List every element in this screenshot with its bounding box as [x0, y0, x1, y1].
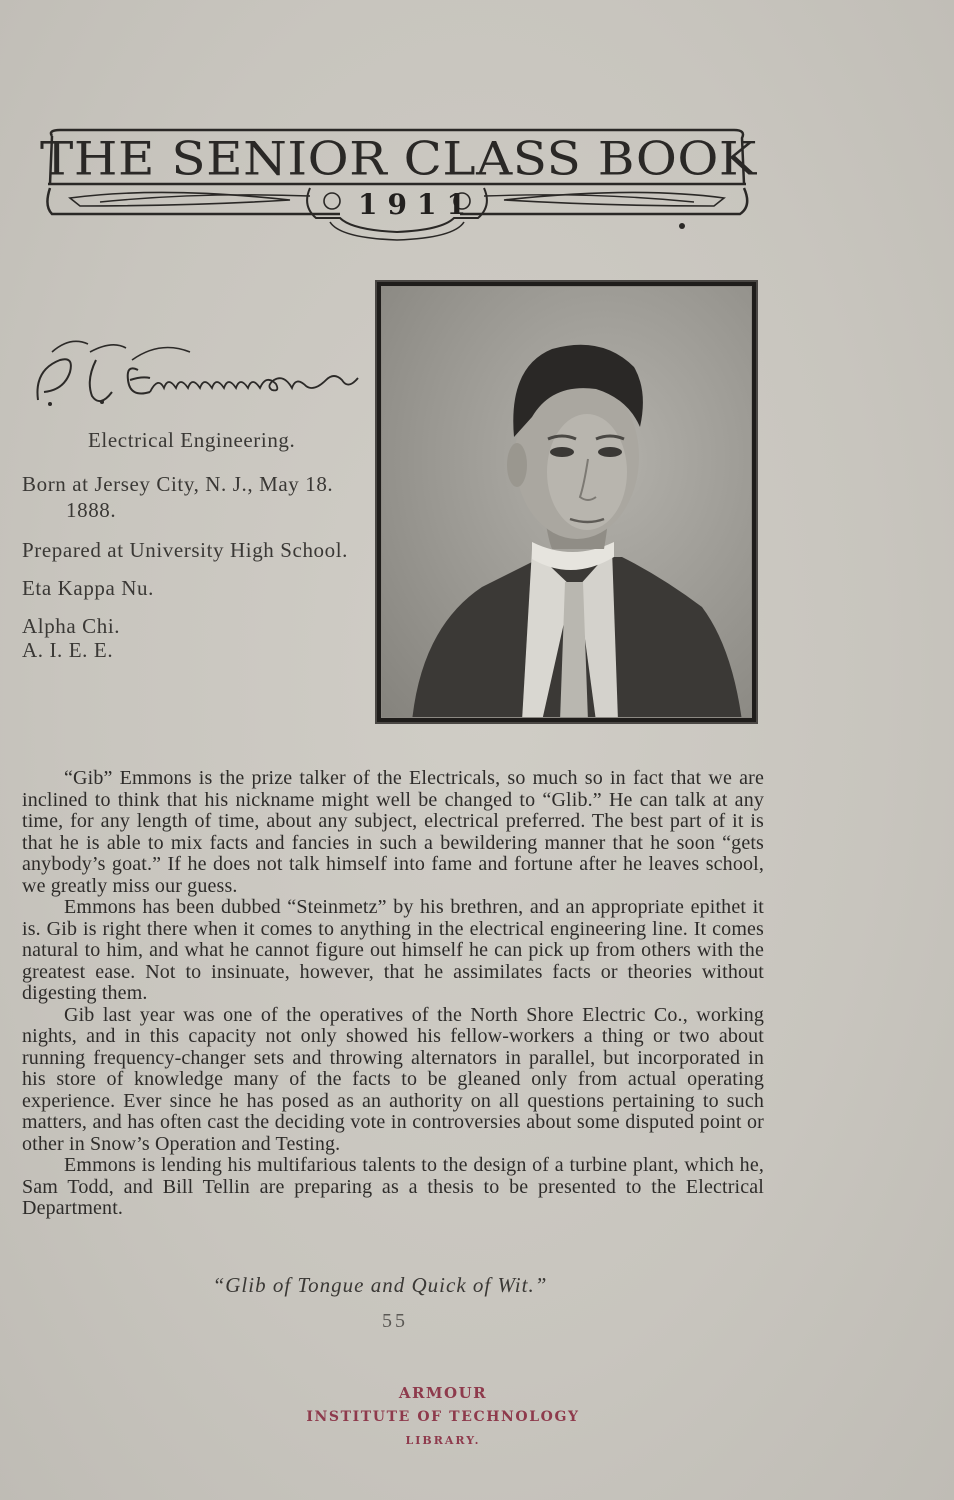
- birth-year-text: 1888.: [66, 498, 117, 522]
- biography-text: [22, 768, 764, 1220]
- class-year: 1911: [358, 188, 476, 221]
- library-stamp-line2: INSTITUTE OF TECHNOLOGY: [306, 1409, 580, 1425]
- paragraph: Gib last year was one of the operatives of the North Shore Electric Co., working nights, and in this capacity not only showed his fellow-workers a thing or two about running frequency-changer sets and throwing alternators in parallel, but incorporated in his store of knowledge many of the facts to be gleaned only from actual operating experience. Ever since he has posed as an authority on all questions pertaining to such matters, and has often cast the deciding vote in controversies about some disputed point or other in Snow’s Operation and Testing.: [22, 1003, 764, 1155]
- association-text: A. I. E. E.: [22, 638, 114, 662]
- paragraph: Emmons is lending his multifarious talents to the design of a turbine plant, which he, Sam Todd, and Bill Tellin are preparing as a thesis to be presented to the Electrical Department.: [22, 1154, 764, 1219]
- book-title: THE SENIOR CLASS BOOK: [40, 132, 757, 186]
- header-banner: [40, 126, 757, 244]
- library-stamp-line3: LIBRARY.: [405, 1434, 481, 1447]
- portrait-photo: [375, 280, 758, 724]
- library-stamp-line1: ARMOUR: [398, 1384, 488, 1402]
- fraternity-text: Eta Kappa Nu.: [22, 576, 155, 600]
- page-number: 55: [382, 1310, 408, 1332]
- motto-quote: “Glib of Tongue and Quick of Wit.”: [212, 1273, 548, 1297]
- birth-text: Born at Jersey City, N. J., May 18.: [22, 472, 334, 496]
- portrait-image: [382, 287, 752, 718]
- prep-school-text: Prepared at University High School.: [22, 538, 349, 562]
- paragraph: Emmons has been dubbed “Steinmetz” by his brethren, and an appropriate epithet it is. Gib is right there when it comes to anything in the electrical engineering line. It comes natural to him, and what he cannot figure out himself he can pick up from others with the greatest ease. Not to insinuate, however, that he assimilates facts or theories without digesting them.: [22, 896, 764, 1004]
- paragraph: “Gib” Emmons is the prize talker of the Electricals, so much so in fact that we are inclined to think that his nickname might well be changed to “Glib.” He can talk at any time, for any length of time, about any subject, electrical preferred. The best part of it is that he is able to mix facts and fancies in such a bewildering manner that he soon “gets anybody’s goat.” If he does not talk himself into fame and fortune after he leaves school, we greatly miss our guess.: [22, 767, 764, 897]
- department-text: Electrical Engineering.: [88, 428, 296, 452]
- society-text: Alpha Chi.: [22, 614, 121, 638]
- signature-image: [30, 330, 360, 420]
